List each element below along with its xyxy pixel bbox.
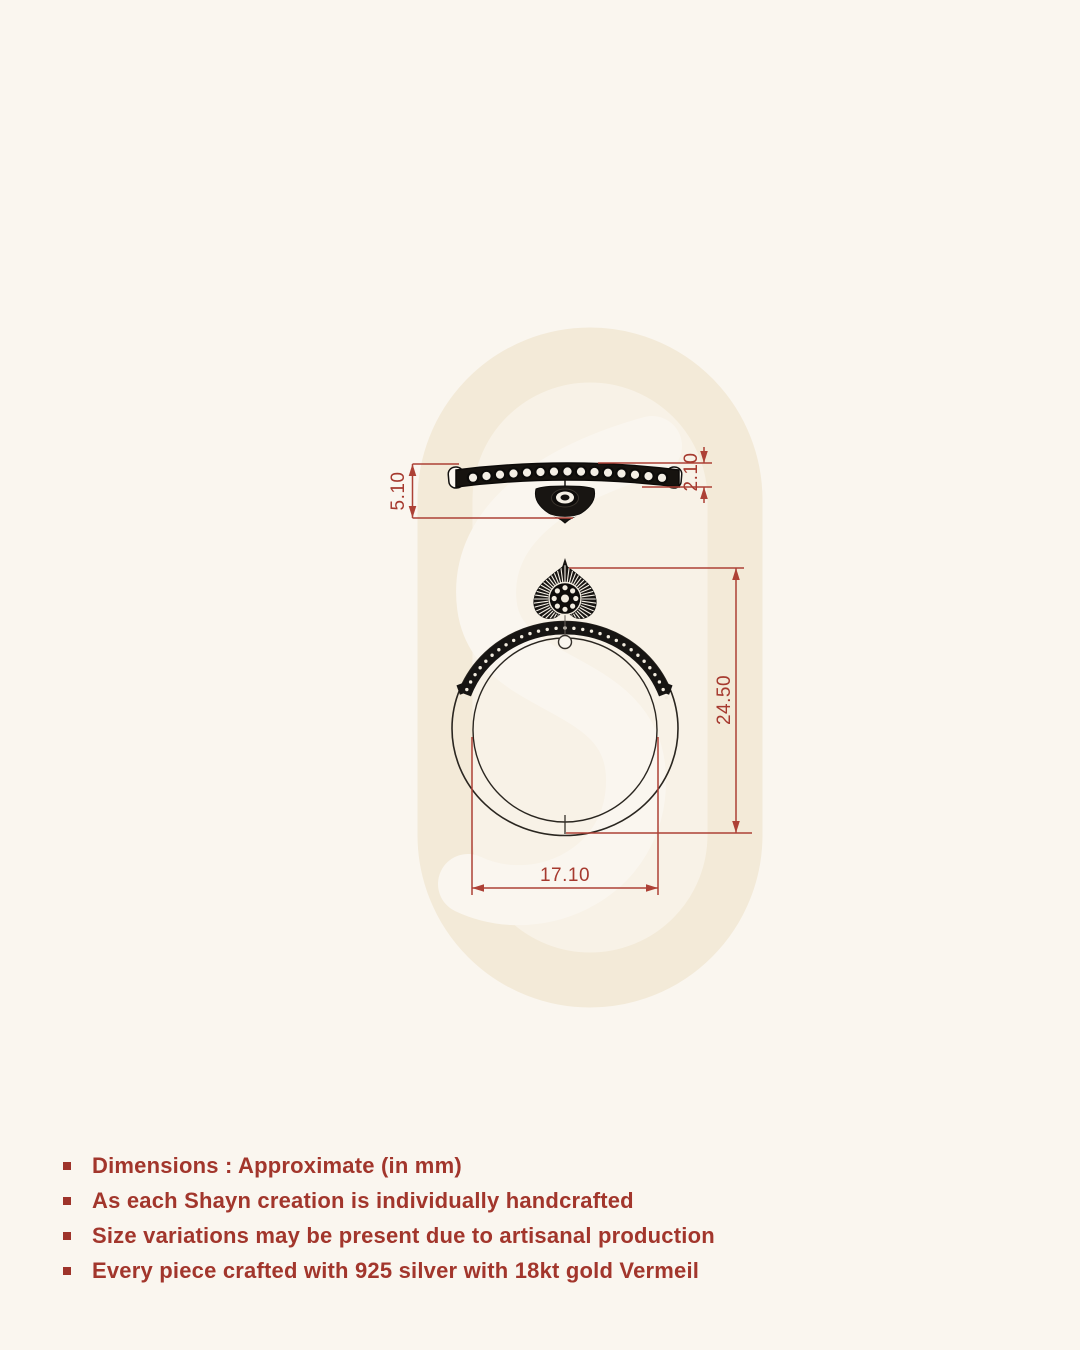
product-notes: [63, 1148, 715, 1288]
note-row: [63, 1253, 715, 1288]
square-bullet-icon: [63, 1197, 71, 1205]
seat-bead: [559, 636, 572, 649]
dim-label-outer-height: 24.50: [714, 674, 735, 726]
note-row: [63, 1183, 715, 1218]
note-text: Size variations may be present due to artisanal production: [92, 1222, 715, 1248]
dim-label-band-thickness: 2.10: [681, 452, 702, 492]
square-bullet-icon: [63, 1162, 71, 1170]
square-bullet-icon: [63, 1232, 71, 1240]
square-bullet-icon: [63, 1267, 71, 1275]
note-text: As each Shayn creation is individually handcrafted: [92, 1187, 634, 1213]
note-text: Every piece crafted with 925 silver with 18kt gold Vermeil: [92, 1257, 700, 1283]
dim-label-inner-diameter: 17.10: [539, 865, 591, 886]
note-text: Dimensions : Approximate (in mm): [92, 1152, 462, 1178]
note-row: [63, 1218, 715, 1253]
note-row: [63, 1148, 715, 1183]
dim-label-total-height: 5.10: [388, 471, 409, 511]
